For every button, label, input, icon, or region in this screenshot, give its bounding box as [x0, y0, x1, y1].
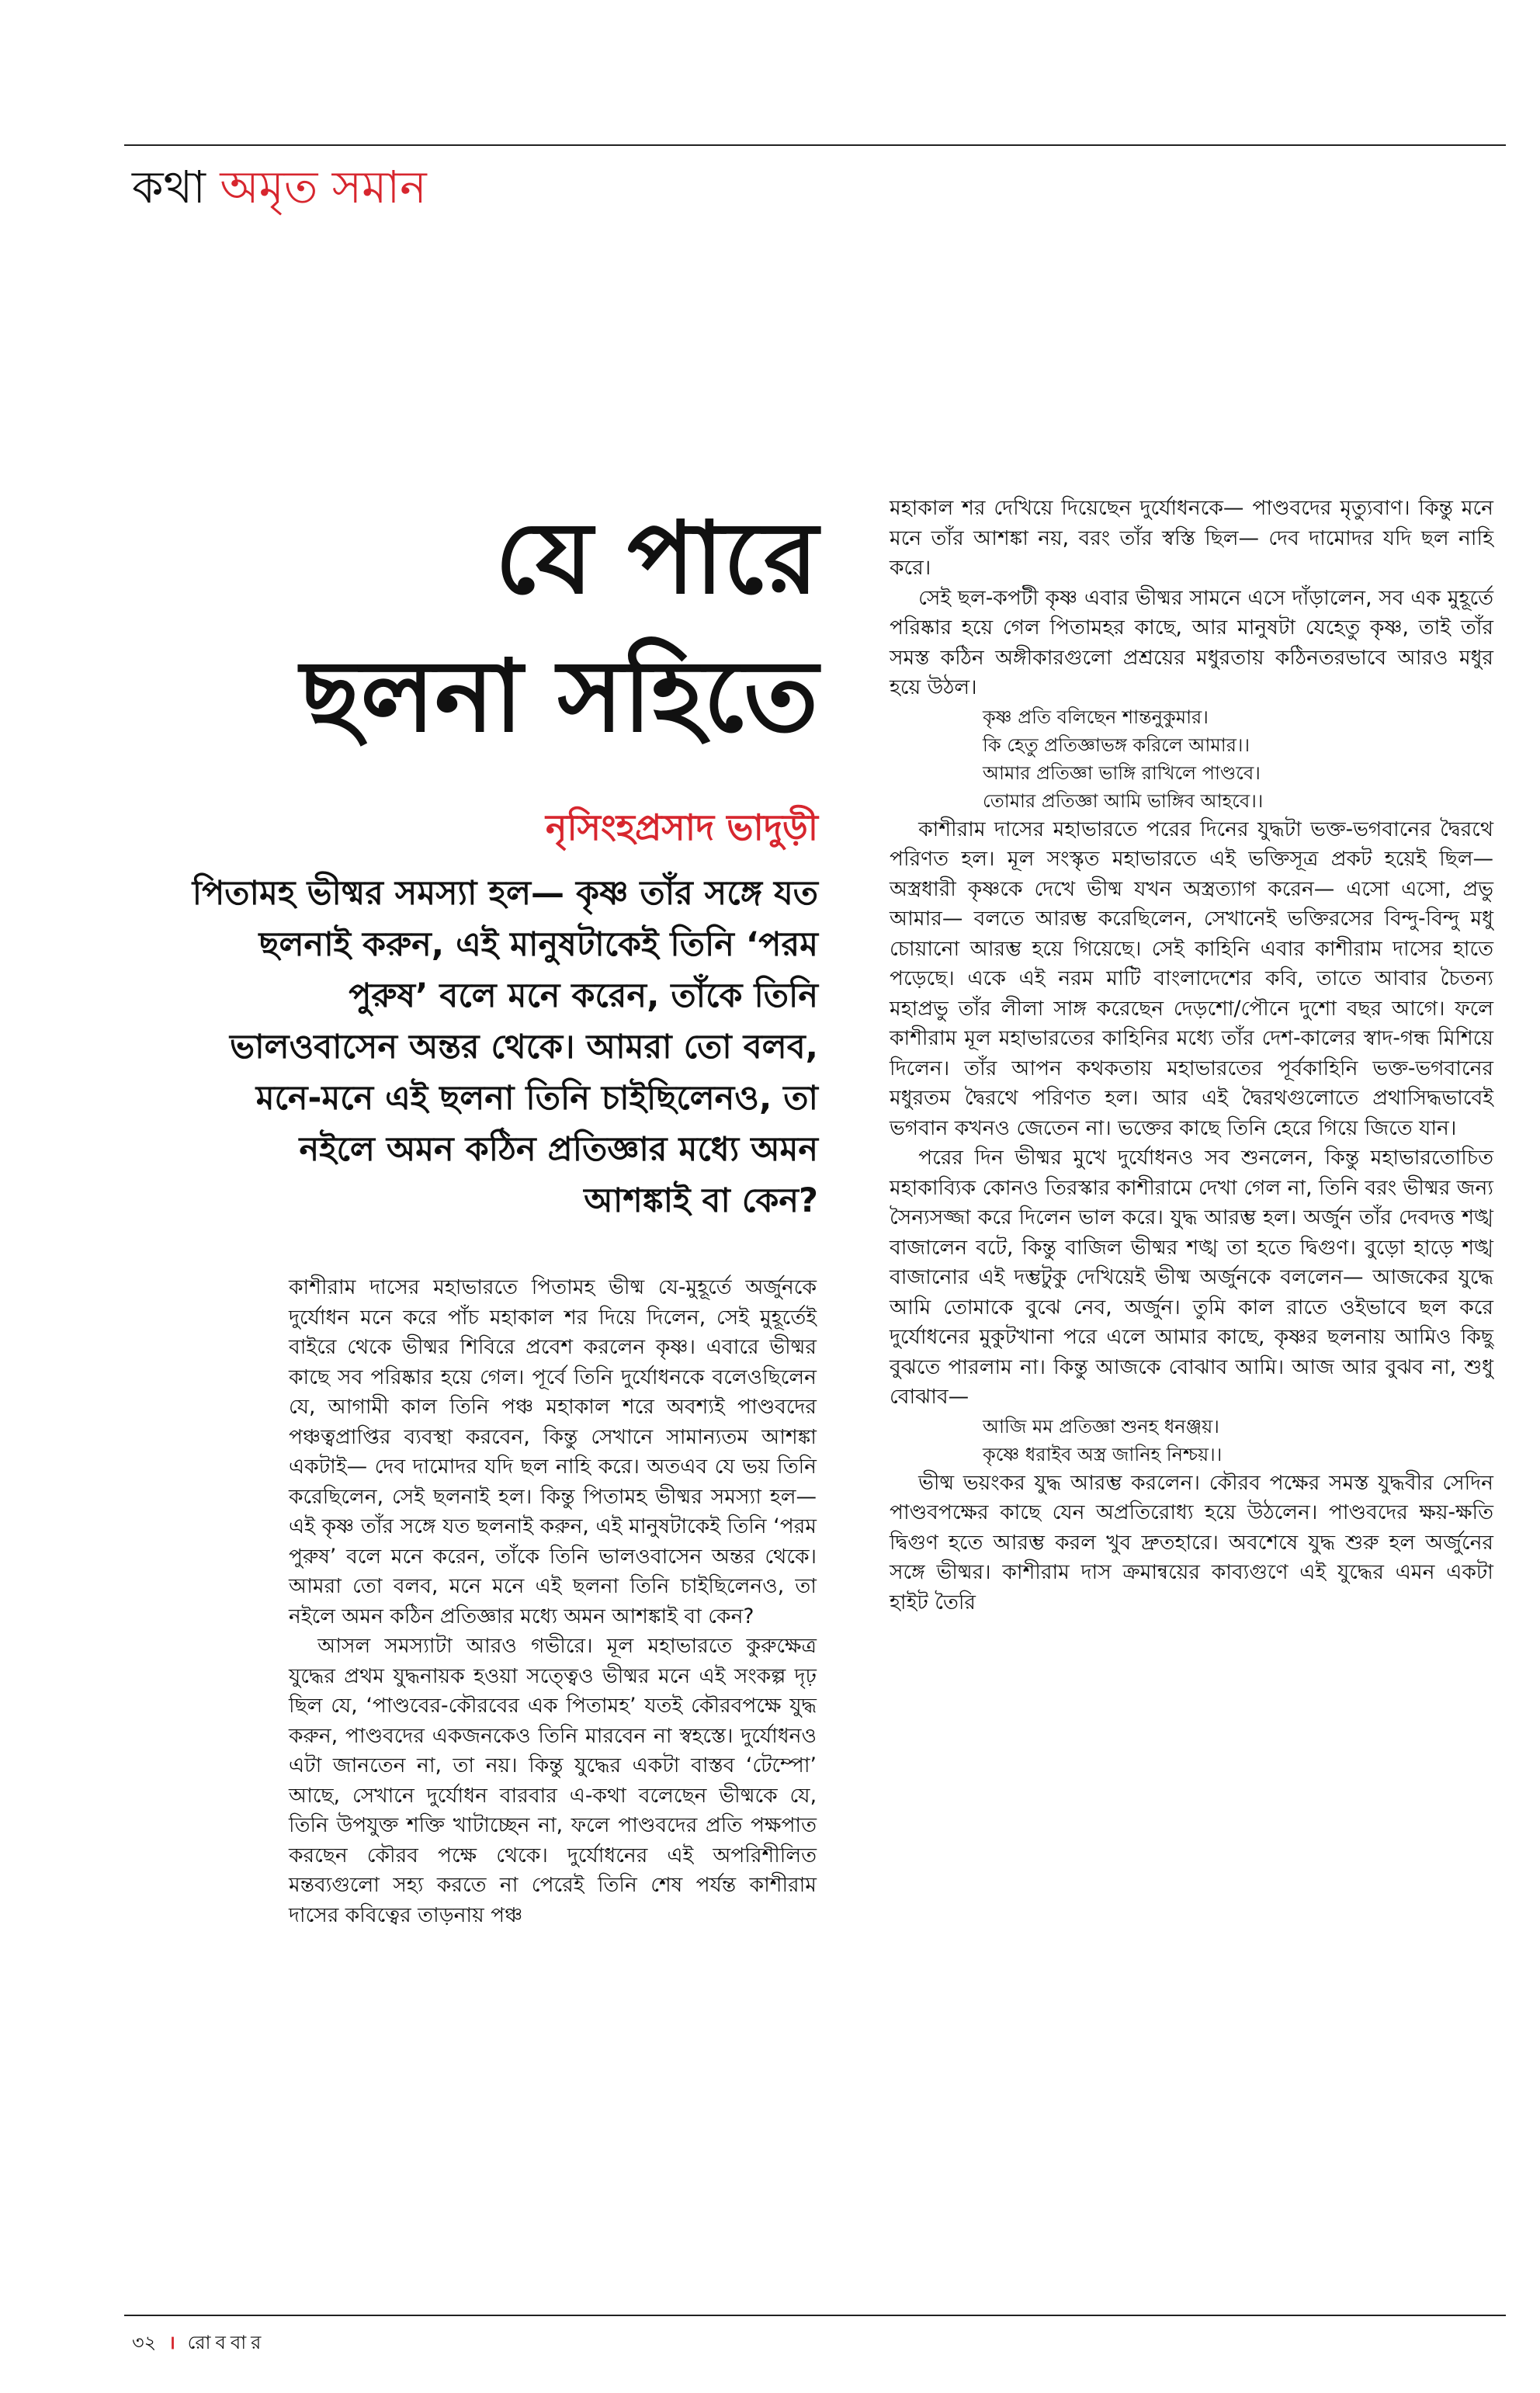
verse-line: আজি মম প্রতিজ্ঞা শুনহ ধনঞ্জয়।	[983, 1415, 1219, 1438]
verse-block	[983, 703, 1493, 815]
magazine-name: রোববার	[187, 2332, 266, 2353]
page-footer	[132, 2329, 265, 2360]
title-line-2: ছলনা সহিতে	[300, 638, 818, 754]
verse-line: কি হেতু প্রতিজ্ঞাভঙ্গ করিলে আমার।।	[983, 734, 1250, 756]
body-paragraph: কাশীরাম দাসের মহাভারতে পিতামহ ভীষ্ম যে-মুহূর্তে অর্জুনকে দুর্যোধন মনে করে পাঁচ মহাকাল শর দিয়ে দিলেন, সেই মুহূর্তেই বাইরে থেকে ভীষ্মর শিবিরে প্রবেশ করলেন কৃষ্ণ। এবারে ভীষ্মর কাছে সব পরিষ্কার হয়ে গেল। পূর্বে তিনি দুর্যোধনকে বলেওছিলেন যে, আগামী কাল তিনি পঞ্চ মহাকাল শরে অবশ্যই পাণ্ডবদের পঞ্চত্বপ্রাপ্তির ব্যবস্থা করবেন, কিন্তু সেখানে সামান্যতম আশঙ্কা একটাই— দেব দামোদর যদি ছল নাহি করে। অতএব যে ভয় তিনি করেছিলেন, সেই ছলনাই হল। কিন্তু পিতামহ ভীষ্মর সমস্যা হল— এই কৃষ্ণ তাঁর সঙ্গে যত ছলনাই করুন, এই মানুষটাকেই তিনি ‘পরম পুরুষ’ বলে মনে করেন, তাঁকে তিনি ভালওবাসেন অন্তর থেকে। আমরা তো বলব, মনে মনে এই ছলনা তিনি চাইছিলেনও, তা নইলে অমন কঠিন প্রতিজ্ঞার মধ্যে অমন আশঙ্কাই বা কেন?	[289, 1275, 817, 1628]
column-header	[132, 160, 427, 214]
body-paragraph: আসল সমস্যাটা আরও গভীরে। মূল মহাভারতে কুরুক্ষেত্র যুদ্ধের প্রথম যুদ্ধনায়ক হওয়া সত্ত্বেও ভীষ্মর মনে এই সংকল্প দৃঢ় ছিল যে, ‘পাণ্ডবের-কৌরবের এক পিতামহ’ যতই কৌরবপক্ষে যুদ্ধ করুন, পাণ্ডবদের একজনকেও তিনি মারবেন না স্বহস্তে। দুর্যোধনও এটা জানতেন না, তা নয়। কিন্তু যুদ্ধের একটা বাস্তব ‘টেম্পো’ আছে, সেখানে দুর্যোধন বারবার এ-কথা বলেছেন ভীষ্মকে যে, তিনি উপযুক্ত শক্তি খাটাচ্ছেন না, ফলে পাণ্ডবদের প্রতি পক্ষপাত করছেন কৌরব পক্ষে থেকে। দুর্যোধনের এই অপরিশীলিত মন্তব্যগুলো সহ্য করতে না পেরেই তিনি শেষ পর্যন্ত কাশীরাম দাসের কবিত্বের তাড়নায় পঞ্চ	[289, 1634, 817, 1927]
body-paragraph: ভীষ্ম ভয়ংকর যুদ্ধ আরম্ভ করলেন। কৌরব পক্ষের সমস্ত যুদ্ধবীর সেদিন পাণ্ডবপক্ষের কাছে যেন অপ্রতিরোধ্য হয়ে উঠলেন। পাণ্ডবদের ক্ষয়-ক্ষতি দ্বিগুণ হতে আরম্ভ করল খুব দ্রুতহারে। অবশেষে যুদ্ধ শুরু হল অর্জুনের সঙ্গে ভীষ্মর। কাশীরাম দাস ক্রমান্বয়ের কাব্যগুণে এই যুদ্ধের এমন একটা হাইট তৈরি	[890, 1470, 1493, 1614]
verse-line: তোমার প্রতিজ্ঞা আমি ভাঙ্গিব আহবে।।	[983, 789, 1264, 812]
column-label: কথা	[132, 161, 206, 213]
bottom-rule	[124, 2315, 1506, 2316]
lede-pullquote: পিতামহ ভীষ্মর সমস্যা হল— কৃষ্ণ তাঁর সঙ্গে যত ছলনাই করুন, এই মানুষটাকেই তিনি ‘পরম পুরুষ’ বলে মনে করেন, তাঁকে তিনি ভালওবাসেন অন্তর থেকে। আমরা তো বলব, মনে-মনে এই ছলনা তিনি চাইছিলেনও, তা নইলে অমন কঠিন প্রতিজ্ঞার মধ্যে অমন আশঙ্কাই বা কেন?	[192, 874, 818, 1220]
body-column-left	[289, 1273, 817, 1930]
body-paragraph: কাশীরাম দাসের মহাভারতে পরের দিনের যুদ্ধটা ভক্ত-ভগবানের দ্বৈরথে পরিণত হল। মূল সংস্কৃত মহাভারতে এই ভক্তিসূত্র প্রকট হয়েই ছিল— অস্ত্রধারী কৃষ্ণকে দেখে ভীষ্ম যখন অস্ত্রত্যাগ করেন— এসো এসো, প্রভু আমার— বলতে আরম্ভ করেছিলেন, সেখানেই ভক্তিরসের বিন্দু-বিন্দু মধু চোয়ানো আরম্ভ হয়ে গিয়েছে। সেই কাহিনি এবার কাশীরাম দাসের হাতে পড়েছে। একে এই নরম মাটি বাংলাদেশের কবি, তাতে আবার চৈতন্য মহাপ্রভু তাঁর লীলা সাঙ্গ করেছেন দেড়শো/পৌনে দুশো বছর আগে। ফলে কাশীরাম মূল মহাভারতের কাহিনির মধ্যে তাঁর দেশ-কালের স্বাদ-গন্ধ মিশিয়ে দিলেন। তাঁর আপন কথকতায় মহাভারতের পূর্বকাহিনি ভক্ত-ভগবানের মধুরতম দ্বৈরথে পরিণত হল। আর এই দ্বৈরথগুলোতে প্রথাসিদ্ধভাবেই ভগবান কখনও জেতেন না। ভক্তের কাছে তিনি হেরে গিয়ে জিতে যান।	[890, 817, 1493, 1140]
article-title	[300, 489, 818, 765]
body-paragraph: মহাকাল শর দেখিয়ে দিয়েছেন দুর্যোধনকে— পাণ্ডবদের মৃত্যুবাণ। কিন্তু মনে মনে তাঁর আশঙ্কা নয়, বরং তাঁর স্বস্তি ছিল— দেব দামোদর যদি ছল নাহি করে।	[890, 496, 1493, 580]
body-paragraph: পরের দিন ভীষ্মর মুখে দুর্যোধনও সব শুনলেন, কিন্তু মহাভারতোচিত মহাকাব্যিক কোনও তিরস্কার কাশীরামে দেখা গেল না, তিনি বরং ভীষ্মর জন্য সৈন্যসজ্জা করে দিলেন ভাল করে। যুদ্ধ আরম্ভ হল। অর্জুন তাঁর দেবদত্ত শঙ্খ বাজালেন বটে, কিন্তু বাজিল ভীষ্মর শঙ্খ তা হতে দ্বিগুণ। বুড়ো হাড়ে শঙ্খ বাজানোর এই দম্ভটুকু দেখিয়েই ভীষ্ম অর্জুনকে বললেন— আজকের যুদ্ধে আমি তোমাকে বুঝে নেব, অর্জুন। তুমি কাল রাতে ওইভাবে ছল করে দুর্যোধনের মুকুটখানা পরে এলে আমার কাছে, কৃষ্ণর ছলনায় আমিও কিছু বুঝতে পারলাম না। কিন্তু আজকে বোঝাব আমি। আজ আর বুঝব না, শুধু বোঝাব—	[890, 1146, 1493, 1409]
verse-line: আমার প্রতিজ্ঞা ভাঙ্গি রাখিলে পাণ্ডবে।	[983, 761, 1261, 784]
body-column-right	[890, 494, 1493, 1618]
verse-block	[983, 1413, 1493, 1469]
title-line-1: যে পারে	[494, 500, 818, 616]
column-label-accent: অমৃত সমান	[220, 161, 427, 213]
page-number: ৩২	[132, 2332, 157, 2353]
author-byline: নৃসিংহপ্রসাদ ভাদুড়ী	[546, 806, 818, 848]
verse-line: কৃষ্ণ প্রতি বলিছেন শান্তনুকুমার।	[983, 706, 1209, 728]
verse-line: কৃষ্ণে ধরাইব অস্ত্র জানিহ নিশ্চয়।।	[983, 1443, 1223, 1465]
top-rule	[124, 144, 1506, 146]
body-paragraph: সেই ছল-কপটী কৃষ্ণ এবার ভীষ্মর সামনে এসে দাঁড়ালেন, সব এক মুহূর্তে পরিষ্কার হয়ে গেল পিতামহর কাছে, আর মানুষটা যেহেতু কৃষ্ণ, তাই তাঁর সমস্ত কঠিন অঙ্গীকারগুলো প্রশ্রয়ের মধুরতায় কঠিনতরভাবে আরও মধুর হয়ে উঠল।	[890, 585, 1493, 699]
footer-separator: ।	[168, 2332, 175, 2353]
